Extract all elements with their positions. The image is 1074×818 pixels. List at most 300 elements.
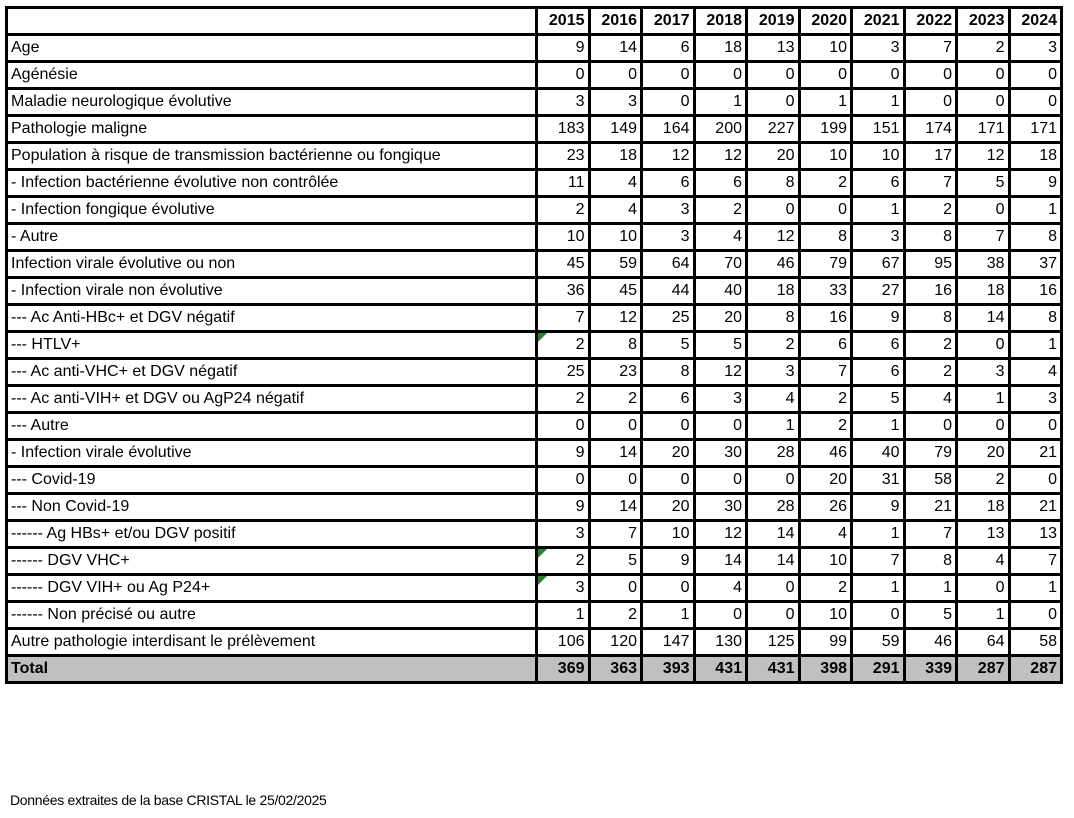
value-cell: 0 xyxy=(799,197,852,224)
row-label: Autre pathologie interdisant le prélèvement xyxy=(7,629,537,656)
value-cell: 8 xyxy=(904,548,957,575)
total-value-cell: 363 xyxy=(589,656,642,683)
row-label: Infection virale évolutive ou non xyxy=(7,251,537,278)
value-cell: 2 xyxy=(799,413,852,440)
value-cell: 4 xyxy=(694,224,747,251)
value-cell: 12 xyxy=(642,143,695,170)
value-cell: 1 xyxy=(957,386,1010,413)
table-row xyxy=(7,440,1062,467)
value-cell: 44 xyxy=(642,278,695,305)
table-row xyxy=(7,278,1062,305)
value-cell: 13 xyxy=(1009,521,1062,548)
value-cell: 9 xyxy=(642,548,695,575)
row-label: ------ Non précisé ou autre xyxy=(7,602,537,629)
value-cell: 3 xyxy=(747,359,800,386)
value-cell: 4 xyxy=(957,548,1010,575)
value-cell: 3 xyxy=(537,89,590,116)
year-header-2020: 2020 xyxy=(799,8,852,35)
value-cell: 0 xyxy=(642,575,695,602)
value-cell: 0 xyxy=(694,602,747,629)
value-cell: 10 xyxy=(642,521,695,548)
table-row xyxy=(7,602,1062,629)
value-cell: 3 xyxy=(537,521,590,548)
value-cell: 2 xyxy=(694,197,747,224)
total-value-cell: 369 xyxy=(537,656,590,683)
value-cell: 9 xyxy=(1009,170,1062,197)
row-label: Age xyxy=(7,35,537,62)
value-cell: 0 xyxy=(799,62,852,89)
value-cell: 3 xyxy=(694,386,747,413)
value-cell: 14 xyxy=(589,494,642,521)
value-cell: 21 xyxy=(1009,494,1062,521)
row-label: Maladie neurologique évolutive xyxy=(7,89,537,116)
value-cell: 0 xyxy=(852,62,905,89)
value-cell: 3 xyxy=(537,575,590,602)
value-cell: 20 xyxy=(642,494,695,521)
value-cell: 227 xyxy=(747,116,800,143)
comment-indicator-icon xyxy=(538,549,547,558)
value-cell: 2 xyxy=(589,386,642,413)
year-header-2021: 2021 xyxy=(852,8,905,35)
value-cell: 106 xyxy=(537,629,590,656)
year-header-2016: 2016 xyxy=(589,8,642,35)
value-cell: 0 xyxy=(1009,413,1062,440)
value-cell: 8 xyxy=(747,305,800,332)
value-cell: 0 xyxy=(537,62,590,89)
row-label: - Autre xyxy=(7,224,537,251)
total-value-cell: 393 xyxy=(642,656,695,683)
value-cell: 0 xyxy=(747,89,800,116)
table-row xyxy=(7,116,1062,143)
value-cell: 149 xyxy=(589,116,642,143)
value-cell: 38 xyxy=(957,251,1010,278)
value-cell: 0 xyxy=(642,467,695,494)
value-cell: 2 xyxy=(537,386,590,413)
value-cell: 171 xyxy=(957,116,1010,143)
year-header-2019: 2019 xyxy=(747,8,800,35)
value-cell: 46 xyxy=(799,440,852,467)
table-row xyxy=(7,521,1062,548)
value-cell: 10 xyxy=(799,602,852,629)
table-row xyxy=(7,359,1062,386)
total-value-cell: 431 xyxy=(694,656,747,683)
value-cell: 14 xyxy=(694,548,747,575)
value-cell: 30 xyxy=(694,494,747,521)
value-cell: 7 xyxy=(852,548,905,575)
value-cell: 151 xyxy=(852,116,905,143)
value-cell: 10 xyxy=(799,548,852,575)
row-label: --- HTLV+ xyxy=(7,332,537,359)
value-cell: 199 xyxy=(799,116,852,143)
value-cell: 23 xyxy=(589,359,642,386)
value-cell: 3 xyxy=(1009,386,1062,413)
total-value-cell: 398 xyxy=(799,656,852,683)
value-cell: 46 xyxy=(747,251,800,278)
table-row xyxy=(7,89,1062,116)
table-row xyxy=(7,413,1062,440)
value-cell: 95 xyxy=(904,251,957,278)
contraindications-table xyxy=(5,6,1063,684)
year-header-2015: 2015 xyxy=(537,8,590,35)
value-cell: 1 xyxy=(799,89,852,116)
value-cell: 12 xyxy=(694,359,747,386)
value-cell: 0 xyxy=(904,62,957,89)
table-row xyxy=(7,35,1062,62)
value-cell: 7 xyxy=(1009,548,1062,575)
row-label: Agénésie xyxy=(7,62,537,89)
comment-indicator-icon xyxy=(538,576,547,585)
value-cell: 9 xyxy=(537,440,590,467)
value-cell: 58 xyxy=(1009,629,1062,656)
value-cell: 16 xyxy=(799,305,852,332)
value-cell: 14 xyxy=(747,521,800,548)
value-cell: 30 xyxy=(694,440,747,467)
value-cell: 10 xyxy=(589,224,642,251)
header-row xyxy=(7,8,1062,35)
value-cell: 10 xyxy=(537,224,590,251)
value-cell: 4 xyxy=(589,170,642,197)
value-cell: 0 xyxy=(957,197,1010,224)
value-cell: 1 xyxy=(852,413,905,440)
value-cell: 3 xyxy=(1009,35,1062,62)
value-cell: 9 xyxy=(852,494,905,521)
value-cell: 46 xyxy=(904,629,957,656)
value-cell: 183 xyxy=(537,116,590,143)
value-cell: 12 xyxy=(589,305,642,332)
total-value-cell: 287 xyxy=(957,656,1010,683)
value-cell: 1 xyxy=(852,575,905,602)
value-cell: 2 xyxy=(904,332,957,359)
value-cell: 21 xyxy=(1009,440,1062,467)
source-footnote: Données extraites de la base CRISTAL le 25/02/2025 xyxy=(10,792,327,808)
value-cell: 0 xyxy=(747,62,800,89)
value-cell: 4 xyxy=(694,575,747,602)
value-cell: 28 xyxy=(747,440,800,467)
value-cell: 18 xyxy=(957,278,1010,305)
value-cell: 64 xyxy=(642,251,695,278)
value-cell: 70 xyxy=(694,251,747,278)
value-cell: 33 xyxy=(799,278,852,305)
value-cell: 1 xyxy=(1009,575,1062,602)
value-cell: 130 xyxy=(694,629,747,656)
row-label: --- Ac anti-VHC+ et DGV négatif xyxy=(7,359,537,386)
value-cell: 0 xyxy=(694,413,747,440)
table-row xyxy=(7,494,1062,521)
value-cell: 3 xyxy=(589,89,642,116)
value-cell: 2 xyxy=(799,575,852,602)
row-label: ------ Ag HBs+ et/ou DGV positif xyxy=(7,521,537,548)
value-cell: 147 xyxy=(642,629,695,656)
value-cell: 1 xyxy=(852,197,905,224)
value-cell: 0 xyxy=(747,467,800,494)
value-cell: 12 xyxy=(694,521,747,548)
year-header-2023: 2023 xyxy=(957,8,1010,35)
value-cell: 1 xyxy=(642,602,695,629)
value-cell: 3 xyxy=(642,197,695,224)
value-cell: 8 xyxy=(747,170,800,197)
table-row xyxy=(7,629,1062,656)
value-cell: 13 xyxy=(747,35,800,62)
value-cell: 14 xyxy=(957,305,1010,332)
value-cell: 16 xyxy=(1009,278,1062,305)
value-cell: 5 xyxy=(904,602,957,629)
value-cell: 200 xyxy=(694,116,747,143)
row-label: --- Ac anti-VIH+ et DGV ou AgP24 négatif xyxy=(7,386,537,413)
row-label: - Infection virale évolutive xyxy=(7,440,537,467)
value-cell: 8 xyxy=(1009,224,1062,251)
value-cell: 7 xyxy=(904,170,957,197)
value-cell: 0 xyxy=(537,467,590,494)
value-cell: 10 xyxy=(799,35,852,62)
row-label: --- Ac Anti-HBc+ et DGV négatif xyxy=(7,305,537,332)
value-cell: 8 xyxy=(799,224,852,251)
value-cell: 5 xyxy=(589,548,642,575)
row-label: - Infection bactérienne évolutive non contrôlée xyxy=(7,170,537,197)
total-value-cell: 291 xyxy=(852,656,905,683)
value-cell: 1 xyxy=(747,413,800,440)
value-cell: 6 xyxy=(852,359,905,386)
value-cell: 45 xyxy=(589,278,642,305)
value-cell: 8 xyxy=(642,359,695,386)
value-cell: 6 xyxy=(642,386,695,413)
value-cell: 0 xyxy=(852,602,905,629)
value-cell: 0 xyxy=(642,413,695,440)
value-cell: 7 xyxy=(537,305,590,332)
value-cell: 20 xyxy=(799,467,852,494)
value-cell: 2 xyxy=(904,359,957,386)
value-cell: 0 xyxy=(589,575,642,602)
value-cell: 2 xyxy=(957,35,1010,62)
value-cell: 1 xyxy=(537,602,590,629)
value-cell: 1 xyxy=(1009,197,1062,224)
value-cell: 31 xyxy=(852,467,905,494)
value-cell: 14 xyxy=(589,440,642,467)
value-cell: 0 xyxy=(589,467,642,494)
total-value-cell: 339 xyxy=(904,656,957,683)
value-cell: 0 xyxy=(747,602,800,629)
value-cell: 0 xyxy=(904,413,957,440)
value-cell: 2 xyxy=(537,332,590,359)
year-header-2022: 2022 xyxy=(904,8,957,35)
value-cell: 0 xyxy=(694,62,747,89)
value-cell: 59 xyxy=(589,251,642,278)
value-cell: 2 xyxy=(537,548,590,575)
value-cell: 3 xyxy=(852,35,905,62)
value-cell: 2 xyxy=(799,386,852,413)
value-cell: 0 xyxy=(694,467,747,494)
table-row xyxy=(7,224,1062,251)
row-label: ------ DGV VHC+ xyxy=(7,548,537,575)
table-row xyxy=(7,548,1062,575)
value-cell: 2 xyxy=(904,197,957,224)
value-cell: 6 xyxy=(694,170,747,197)
value-cell: 1 xyxy=(852,521,905,548)
value-cell: 11 xyxy=(537,170,590,197)
value-cell: 2 xyxy=(747,332,800,359)
value-cell: 99 xyxy=(799,629,852,656)
value-cell: 5 xyxy=(852,386,905,413)
value-cell: 79 xyxy=(904,440,957,467)
value-cell: 40 xyxy=(694,278,747,305)
table-row xyxy=(7,62,1062,89)
value-cell: 59 xyxy=(852,629,905,656)
value-cell: 12 xyxy=(957,143,1010,170)
value-cell: 0 xyxy=(1009,89,1062,116)
year-header-2024: 2024 xyxy=(1009,8,1062,35)
row-label: - Infection virale non évolutive xyxy=(7,278,537,305)
value-cell: 4 xyxy=(799,521,852,548)
value-cell: 18 xyxy=(1009,143,1062,170)
value-cell: 0 xyxy=(904,89,957,116)
value-cell: 36 xyxy=(537,278,590,305)
value-cell: 10 xyxy=(852,143,905,170)
value-cell: 23 xyxy=(537,143,590,170)
value-cell: 0 xyxy=(537,413,590,440)
value-cell: 8 xyxy=(904,224,957,251)
header-corner-cell xyxy=(7,8,537,35)
value-cell: 0 xyxy=(747,575,800,602)
value-cell: 10 xyxy=(799,143,852,170)
value-cell: 6 xyxy=(642,170,695,197)
value-cell: 8 xyxy=(904,305,957,332)
value-cell: 25 xyxy=(537,359,590,386)
value-cell: 20 xyxy=(642,440,695,467)
value-cell: 58 xyxy=(904,467,957,494)
value-cell: 14 xyxy=(747,548,800,575)
value-cell: 1 xyxy=(694,89,747,116)
table-row xyxy=(7,332,1062,359)
value-cell: 20 xyxy=(957,440,1010,467)
value-cell: 3 xyxy=(642,224,695,251)
value-cell: 16 xyxy=(904,278,957,305)
table-row xyxy=(7,386,1062,413)
value-cell: 1 xyxy=(957,602,1010,629)
value-cell: 0 xyxy=(642,89,695,116)
value-cell: 6 xyxy=(642,35,695,62)
row-label: Pathologie maligne xyxy=(7,116,537,143)
value-cell: 26 xyxy=(799,494,852,521)
value-cell: 8 xyxy=(1009,305,1062,332)
value-cell: 17 xyxy=(904,143,957,170)
value-cell: 0 xyxy=(957,575,1010,602)
comment-indicator-icon xyxy=(538,333,547,342)
table-row xyxy=(7,575,1062,602)
value-cell: 9 xyxy=(537,35,590,62)
value-cell: 5 xyxy=(694,332,747,359)
value-cell: 7 xyxy=(799,359,852,386)
value-cell: 18 xyxy=(957,494,1010,521)
value-cell: 18 xyxy=(694,35,747,62)
value-cell: 64 xyxy=(957,629,1010,656)
value-cell: 6 xyxy=(852,332,905,359)
value-cell: 0 xyxy=(1009,602,1062,629)
value-cell: 79 xyxy=(799,251,852,278)
value-cell: 28 xyxy=(747,494,800,521)
value-cell: 7 xyxy=(904,521,957,548)
value-cell: 171 xyxy=(1009,116,1062,143)
total-row xyxy=(7,656,1062,683)
value-cell: 40 xyxy=(852,440,905,467)
value-cell: 13 xyxy=(957,521,1010,548)
value-cell: 3 xyxy=(852,224,905,251)
value-cell: 20 xyxy=(694,305,747,332)
value-cell: 3 xyxy=(957,359,1010,386)
value-cell: 0 xyxy=(642,62,695,89)
value-cell: 2 xyxy=(589,602,642,629)
value-cell: 0 xyxy=(1009,467,1062,494)
value-cell: 27 xyxy=(852,278,905,305)
value-cell: 1 xyxy=(1009,332,1062,359)
value-cell: 174 xyxy=(904,116,957,143)
row-label: --- Non Covid-19 xyxy=(7,494,537,521)
row-label: Population à risque de transmission bactérienne ou fongique xyxy=(7,143,537,170)
value-cell: 4 xyxy=(904,386,957,413)
value-cell: 25 xyxy=(642,305,695,332)
table-row xyxy=(7,467,1062,494)
value-cell: 6 xyxy=(799,332,852,359)
value-cell: 1 xyxy=(852,89,905,116)
value-cell: 67 xyxy=(852,251,905,278)
value-cell: 120 xyxy=(589,629,642,656)
value-cell: 45 xyxy=(537,251,590,278)
total-value-cell: 431 xyxy=(747,656,800,683)
value-cell: 18 xyxy=(589,143,642,170)
table-row xyxy=(7,251,1062,278)
value-cell: 5 xyxy=(642,332,695,359)
value-cell: 125 xyxy=(747,629,800,656)
row-label: - Infection fongique évolutive xyxy=(7,197,537,224)
year-header-2017: 2017 xyxy=(642,8,695,35)
row-label: ------ DGV VIH+ ou Ag P24+ xyxy=(7,575,537,602)
value-cell: 0 xyxy=(589,62,642,89)
table-row xyxy=(7,197,1062,224)
value-cell: 12 xyxy=(694,143,747,170)
value-cell: 8 xyxy=(589,332,642,359)
value-cell: 21 xyxy=(904,494,957,521)
value-cell: 14 xyxy=(589,35,642,62)
value-cell: 7 xyxy=(904,35,957,62)
value-cell: 0 xyxy=(957,332,1010,359)
value-cell: 18 xyxy=(747,278,800,305)
value-cell: 6 xyxy=(852,170,905,197)
row-label: --- Autre xyxy=(7,413,537,440)
value-cell: 9 xyxy=(537,494,590,521)
value-cell: 4 xyxy=(747,386,800,413)
table-row xyxy=(7,305,1062,332)
total-label: Total xyxy=(7,656,537,683)
year-header-2018: 2018 xyxy=(694,8,747,35)
value-cell: 7 xyxy=(957,224,1010,251)
value-cell: 12 xyxy=(747,224,800,251)
value-cell: 0 xyxy=(747,197,800,224)
value-cell: 0 xyxy=(957,413,1010,440)
value-cell: 4 xyxy=(1009,359,1062,386)
value-cell: 5 xyxy=(957,170,1010,197)
value-cell: 37 xyxy=(1009,251,1062,278)
value-cell: 0 xyxy=(957,62,1010,89)
value-cell: 0 xyxy=(957,89,1010,116)
value-cell: 7 xyxy=(589,521,642,548)
value-cell: 2 xyxy=(799,170,852,197)
table-row xyxy=(7,143,1062,170)
value-cell: 164 xyxy=(642,116,695,143)
value-cell: 1 xyxy=(904,575,957,602)
table-row xyxy=(7,170,1062,197)
value-cell: 20 xyxy=(747,143,800,170)
value-cell: 0 xyxy=(589,413,642,440)
value-cell: 2 xyxy=(537,197,590,224)
row-label: --- Covid-19 xyxy=(7,467,537,494)
